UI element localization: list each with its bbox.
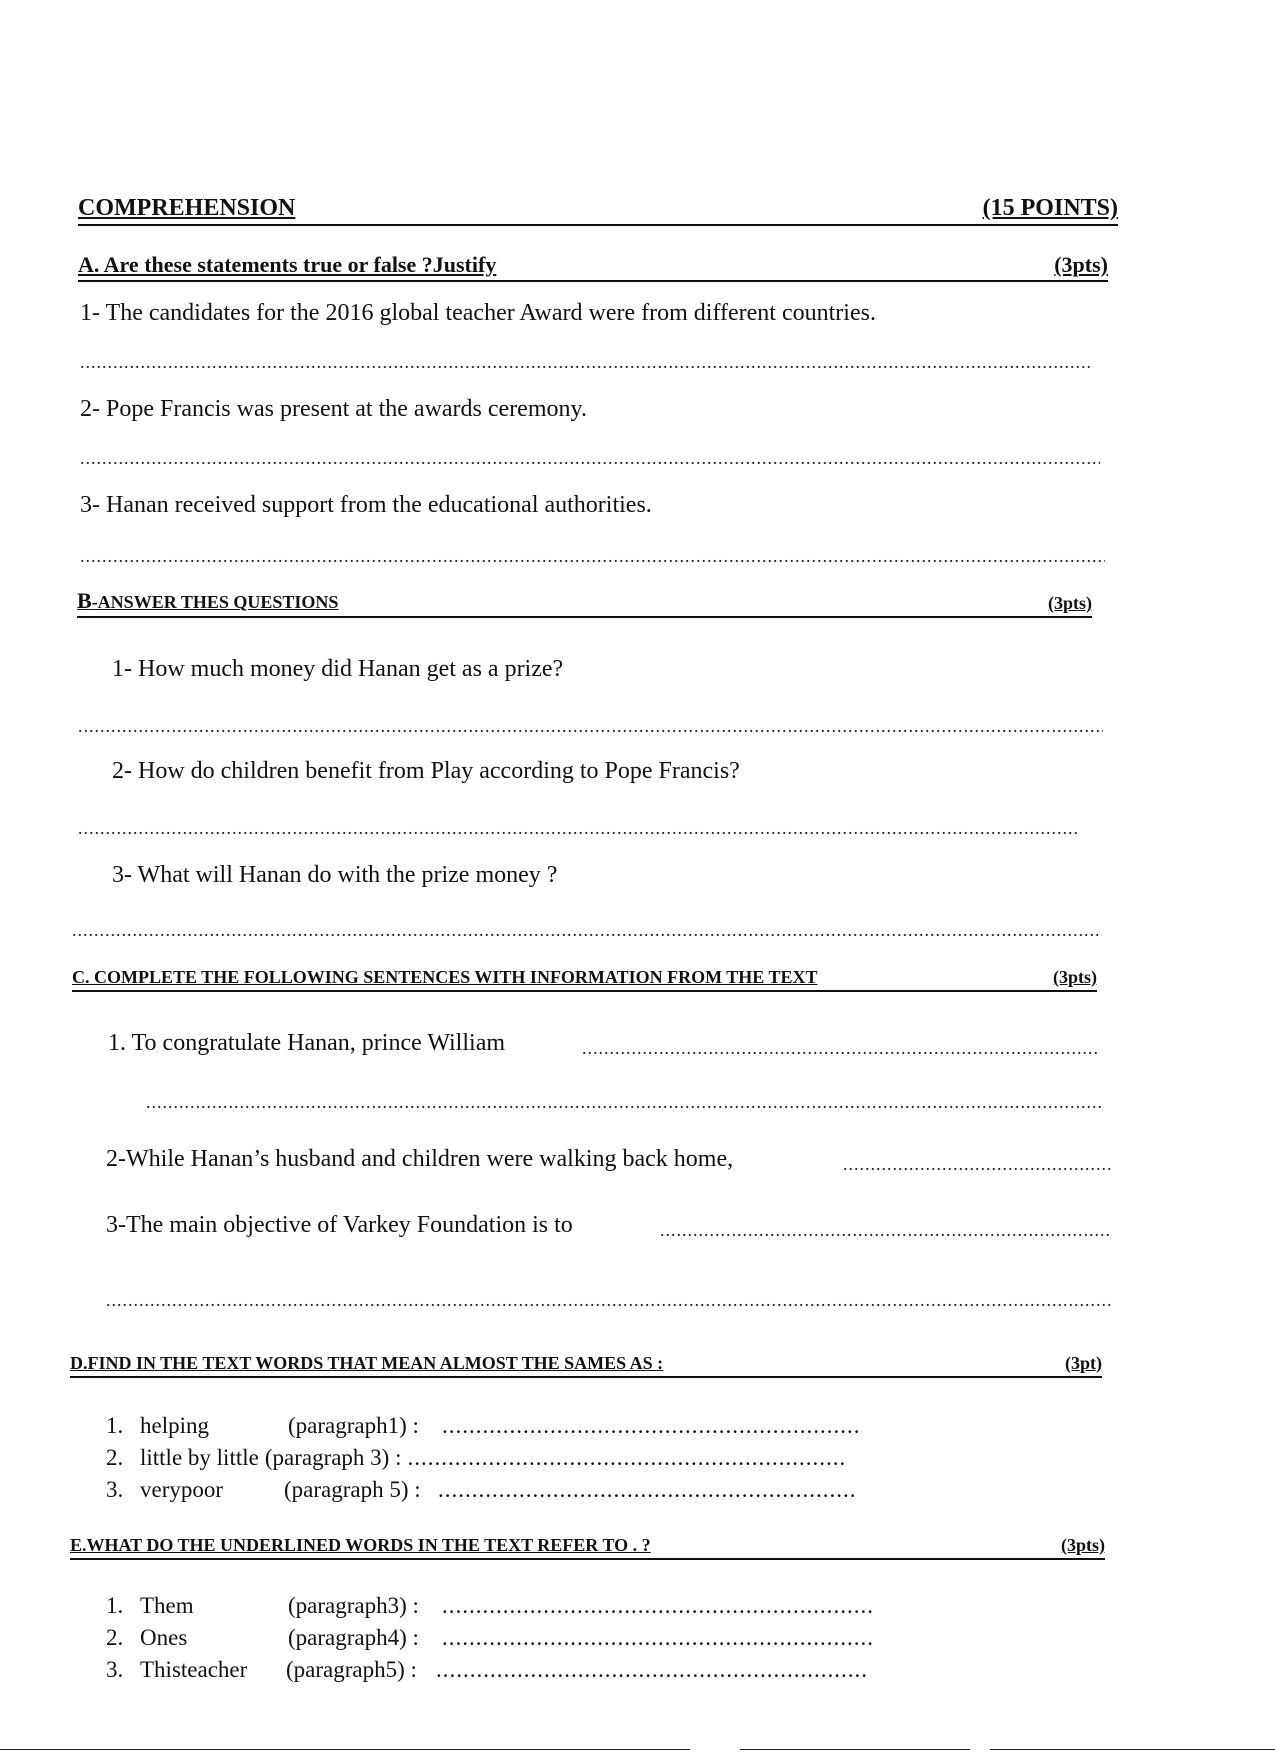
section-b-item-3: 3- What will Hanan do with the prize money ? bbox=[112, 862, 558, 888]
answer-line bbox=[80, 448, 1100, 469]
answer-line bbox=[442, 1622, 872, 1654]
list-item bbox=[106, 1410, 862, 1442]
answer-line bbox=[843, 1154, 1111, 1175]
section-d-points: (3pt) bbox=[1065, 1353, 1102, 1373]
footer-rule bbox=[740, 1749, 970, 1750]
section-a-item-3: 3- Hanan received support from the educational authorities. bbox=[80, 492, 652, 518]
section-b-title-rest: -ANSWER THES QUESTIONS bbox=[91, 592, 339, 612]
answer-line bbox=[106, 1290, 1111, 1311]
item-word: helping bbox=[140, 1413, 209, 1438]
item-paragraph: (paragraph5) : bbox=[286, 1657, 417, 1682]
answer-line bbox=[436, 1654, 866, 1686]
item-word: Them bbox=[140, 1593, 194, 1618]
list-item bbox=[106, 1622, 872, 1654]
section-a-item-2: 2- Pope Francis was present at the awards ceremony. bbox=[80, 396, 587, 422]
section-b-title bbox=[77, 588, 338, 614]
item-number: 1. bbox=[106, 1593, 124, 1618]
section-e-points: (3pts) bbox=[1061, 1535, 1105, 1555]
section-e-list bbox=[106, 1590, 872, 1686]
answer-line bbox=[407, 1442, 847, 1474]
section-c-points: (3pts) bbox=[1053, 967, 1097, 987]
item-number: 2. bbox=[106, 1625, 124, 1650]
comprehension-header bbox=[78, 186, 1118, 226]
item-paragraph: (paragraph 3) : bbox=[264, 1445, 402, 1470]
item-word: Ones bbox=[140, 1625, 188, 1650]
section-a-title: A. Are these statements true or false ?Justify bbox=[78, 252, 497, 277]
section-b-title-prefix: B bbox=[77, 588, 92, 613]
answer-line bbox=[78, 716, 1103, 737]
list-item bbox=[106, 1590, 872, 1622]
footer-rule bbox=[0, 1749, 690, 1750]
list-item bbox=[106, 1654, 872, 1686]
section-c-title: C. COMPLETE THE FOLLOWING SENTENCES WITH INFORMATION FROM THE TEXT bbox=[72, 967, 818, 987]
section-b-item-1: 1- How much money did Hanan get as a prize? bbox=[112, 656, 564, 682]
item-paragraph: (paragraph 5) : bbox=[284, 1477, 421, 1502]
section-d-list bbox=[106, 1410, 862, 1506]
item-number: 1. bbox=[106, 1413, 124, 1438]
answer-line bbox=[660, 1220, 1112, 1241]
item-word: verypoor bbox=[140, 1477, 224, 1502]
item-word: little by little bbox=[140, 1445, 259, 1470]
item-paragraph: (paragraph4) : bbox=[288, 1625, 419, 1650]
footer-rule bbox=[990, 1749, 1275, 1750]
section-a-header bbox=[78, 250, 1108, 282]
answer-line bbox=[438, 1474, 858, 1506]
answer-line bbox=[80, 546, 1105, 567]
answer-line bbox=[442, 1590, 872, 1622]
item-paragraph: (paragraph1) : bbox=[288, 1413, 419, 1438]
item-number: 3. bbox=[106, 1657, 124, 1682]
section-d-title: D.FIND IN THE TEXT WORDS THAT MEAN ALMOST THE SAMES AS : bbox=[70, 1353, 664, 1373]
item-number: 3. bbox=[106, 1477, 124, 1502]
answer-line bbox=[72, 920, 1102, 941]
answer-line bbox=[78, 818, 1078, 839]
answer-line bbox=[582, 1038, 1097, 1059]
list-item bbox=[106, 1442, 862, 1474]
item-number: 2. bbox=[106, 1445, 124, 1470]
item-paragraph: (paragraph3) : bbox=[288, 1593, 419, 1618]
section-c-header bbox=[72, 962, 1097, 992]
section-e-title: E.WHAT DO THE UNDERLINED WORDS IN THE TEXT REFER TO . ? bbox=[70, 1535, 651, 1555]
answer-line bbox=[80, 352, 1090, 373]
section-a-item-1: 1- The candidates for the 2016 global teacher Award were from different countries. bbox=[80, 300, 876, 326]
section-c-item-2: 2-While Hanan’s husband and children were walking back home, bbox=[106, 1146, 734, 1172]
section-b-points: (3pts) bbox=[1048, 593, 1092, 613]
item-word: Thisteacher bbox=[140, 1657, 248, 1682]
comprehension-points: (15 POINTS) bbox=[982, 195, 1118, 221]
section-c-item-3: 3-The main objective of Varkey Foundation is to bbox=[106, 1212, 573, 1238]
list-item bbox=[106, 1474, 862, 1506]
section-b-item-2: 2- How do children benefit from Play according to Pope Francis? bbox=[112, 758, 740, 784]
comprehension-title: COMPREHENSION bbox=[78, 195, 296, 221]
section-b-header bbox=[77, 588, 1092, 618]
answer-line bbox=[146, 1092, 1101, 1113]
answer-line bbox=[442, 1410, 862, 1442]
section-a-points: (3pts) bbox=[1054, 252, 1108, 277]
section-e-header bbox=[70, 1530, 1105, 1560]
section-c-item-1: 1. To congratulate Hanan, prince William bbox=[108, 1030, 506, 1056]
section-d-header bbox=[70, 1348, 1102, 1378]
